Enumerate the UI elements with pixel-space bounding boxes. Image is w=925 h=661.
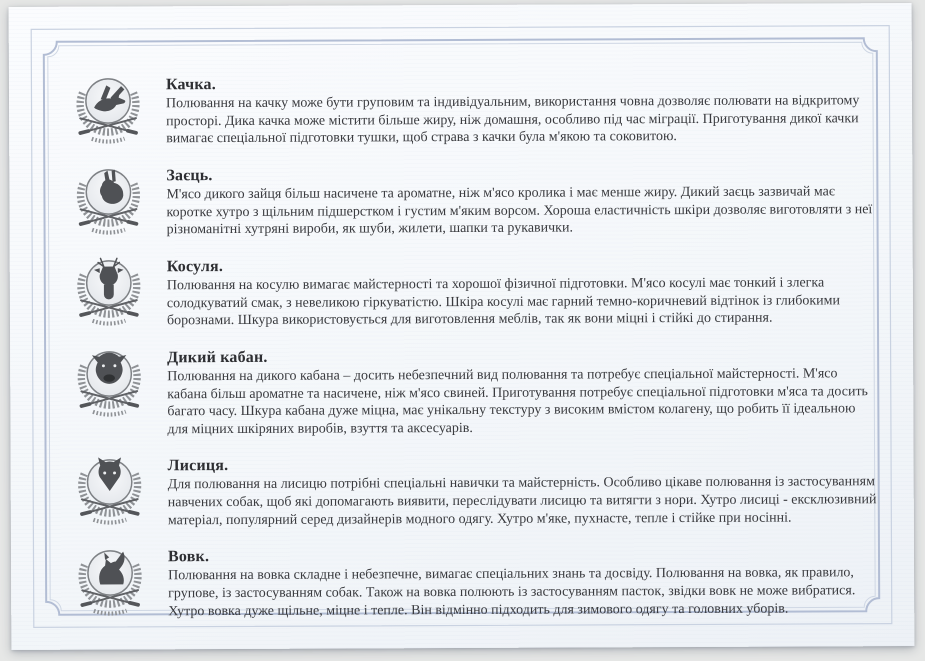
animal-section: [65, 536, 878, 622]
section-body: Полювання на косулю вимагає майстерності та хорошої фізичної підготовки. М'ясо косулі має тонкий і злегка солодкуватий смак, з невеликою гіркуватістю. Шкіра косулі має гарний темно-коричневий відтінок із глибокими борознами. Шкура використовується для виготовлення меблів, так як вони міцні і стійкі до стирання.: [166, 275, 841, 329]
roe-deer-badge-icon: [64, 248, 154, 330]
hare-badge-icon: [63, 157, 153, 239]
document-page: [9, 3, 915, 650]
section-title: Заєць.: [166, 167, 213, 185]
section-body: Полювання на дикого кабана – досить небезпечний вид полювання та потребує спеціальної майстерності. М'ясо кабана більш ароматне та насичене, ніж м'ясо свиней. Приготування потребує спеціальної підготовки м'яса та досить багато часу. Шкура кабана дуже міцна, має унікальну текстуру з високим вмістом колагену, що робить її ідеальною для міцних шкіряних виробів, взуття та аксесуарів.: [167, 366, 868, 438]
section-title: Дикий кабан.: [167, 348, 268, 367]
fox-badge-icon: [65, 448, 155, 530]
section-body: М'ясо дикого зайця більш насичене та ароматне, ніж м'ясо кролика і має менше жиру. Дикий заєць зазвичай має коротке хутро з щільним підшерстком і густим м'яким ворсом. Хороша еластичність шкіри дозволяє виготовляти з неї різноманітні хутряні вироби, як шуби, жилети, шапки та рукавички.: [166, 184, 873, 238]
section-title: Вовк.: [167, 548, 210, 566]
animal-section: [63, 63, 876, 149]
sections-list: [63, 63, 878, 630]
section-title: Косуля.: [166, 258, 224, 276]
section-title: Качка.: [165, 76, 216, 94]
duck-badge-icon: [63, 66, 153, 148]
wolf-badge-icon: [65, 539, 155, 621]
section-body: Для полювання на лисицю потрібні спеціальні навички та майстерність. Особливо цікаве полювання із застосуванням навчених собак, щоб які допомагають виявити, переслідувати лисицю та витягти з нори. Хутро лисиці - ексклюзивний матеріал, популярний серед дизайнерів модного одягу. Хутро м'яке, пухнасте, тепле і стійке при носінні.: [167, 474, 877, 528]
animal-section: [64, 336, 877, 439]
section-body: Полювання на вовка складне і небезпечне, вимагає спеціальних знань та досвіду. Полювання на вовка, як правило, групове, із застосуванням собак. Також на вовка полюють із застосуванням пасток, звідки вовк не може вибратися. Хутро вовка дуже щільне, міцне і тепле. Він відмінно підходить для зимового одягу та головних уборів.: [168, 565, 856, 619]
animal-section: [63, 154, 876, 240]
animal-section: [64, 245, 877, 331]
section-title: Лисиця.: [167, 457, 229, 475]
boar-badge-icon: [64, 339, 154, 421]
animal-section: [65, 445, 878, 531]
section-body: Полювання на качку може бути груповим та індивідуальним, використання човна дозволяє полювати на відкритому просторі. Дика качка може містити більше жиру, ніж домашня, особливо під час міграції. Приготування дикої качки вимагає спеціальної підготовки тушки, щоб страва з качки була м'якою та соковитою.: [165, 93, 860, 147]
